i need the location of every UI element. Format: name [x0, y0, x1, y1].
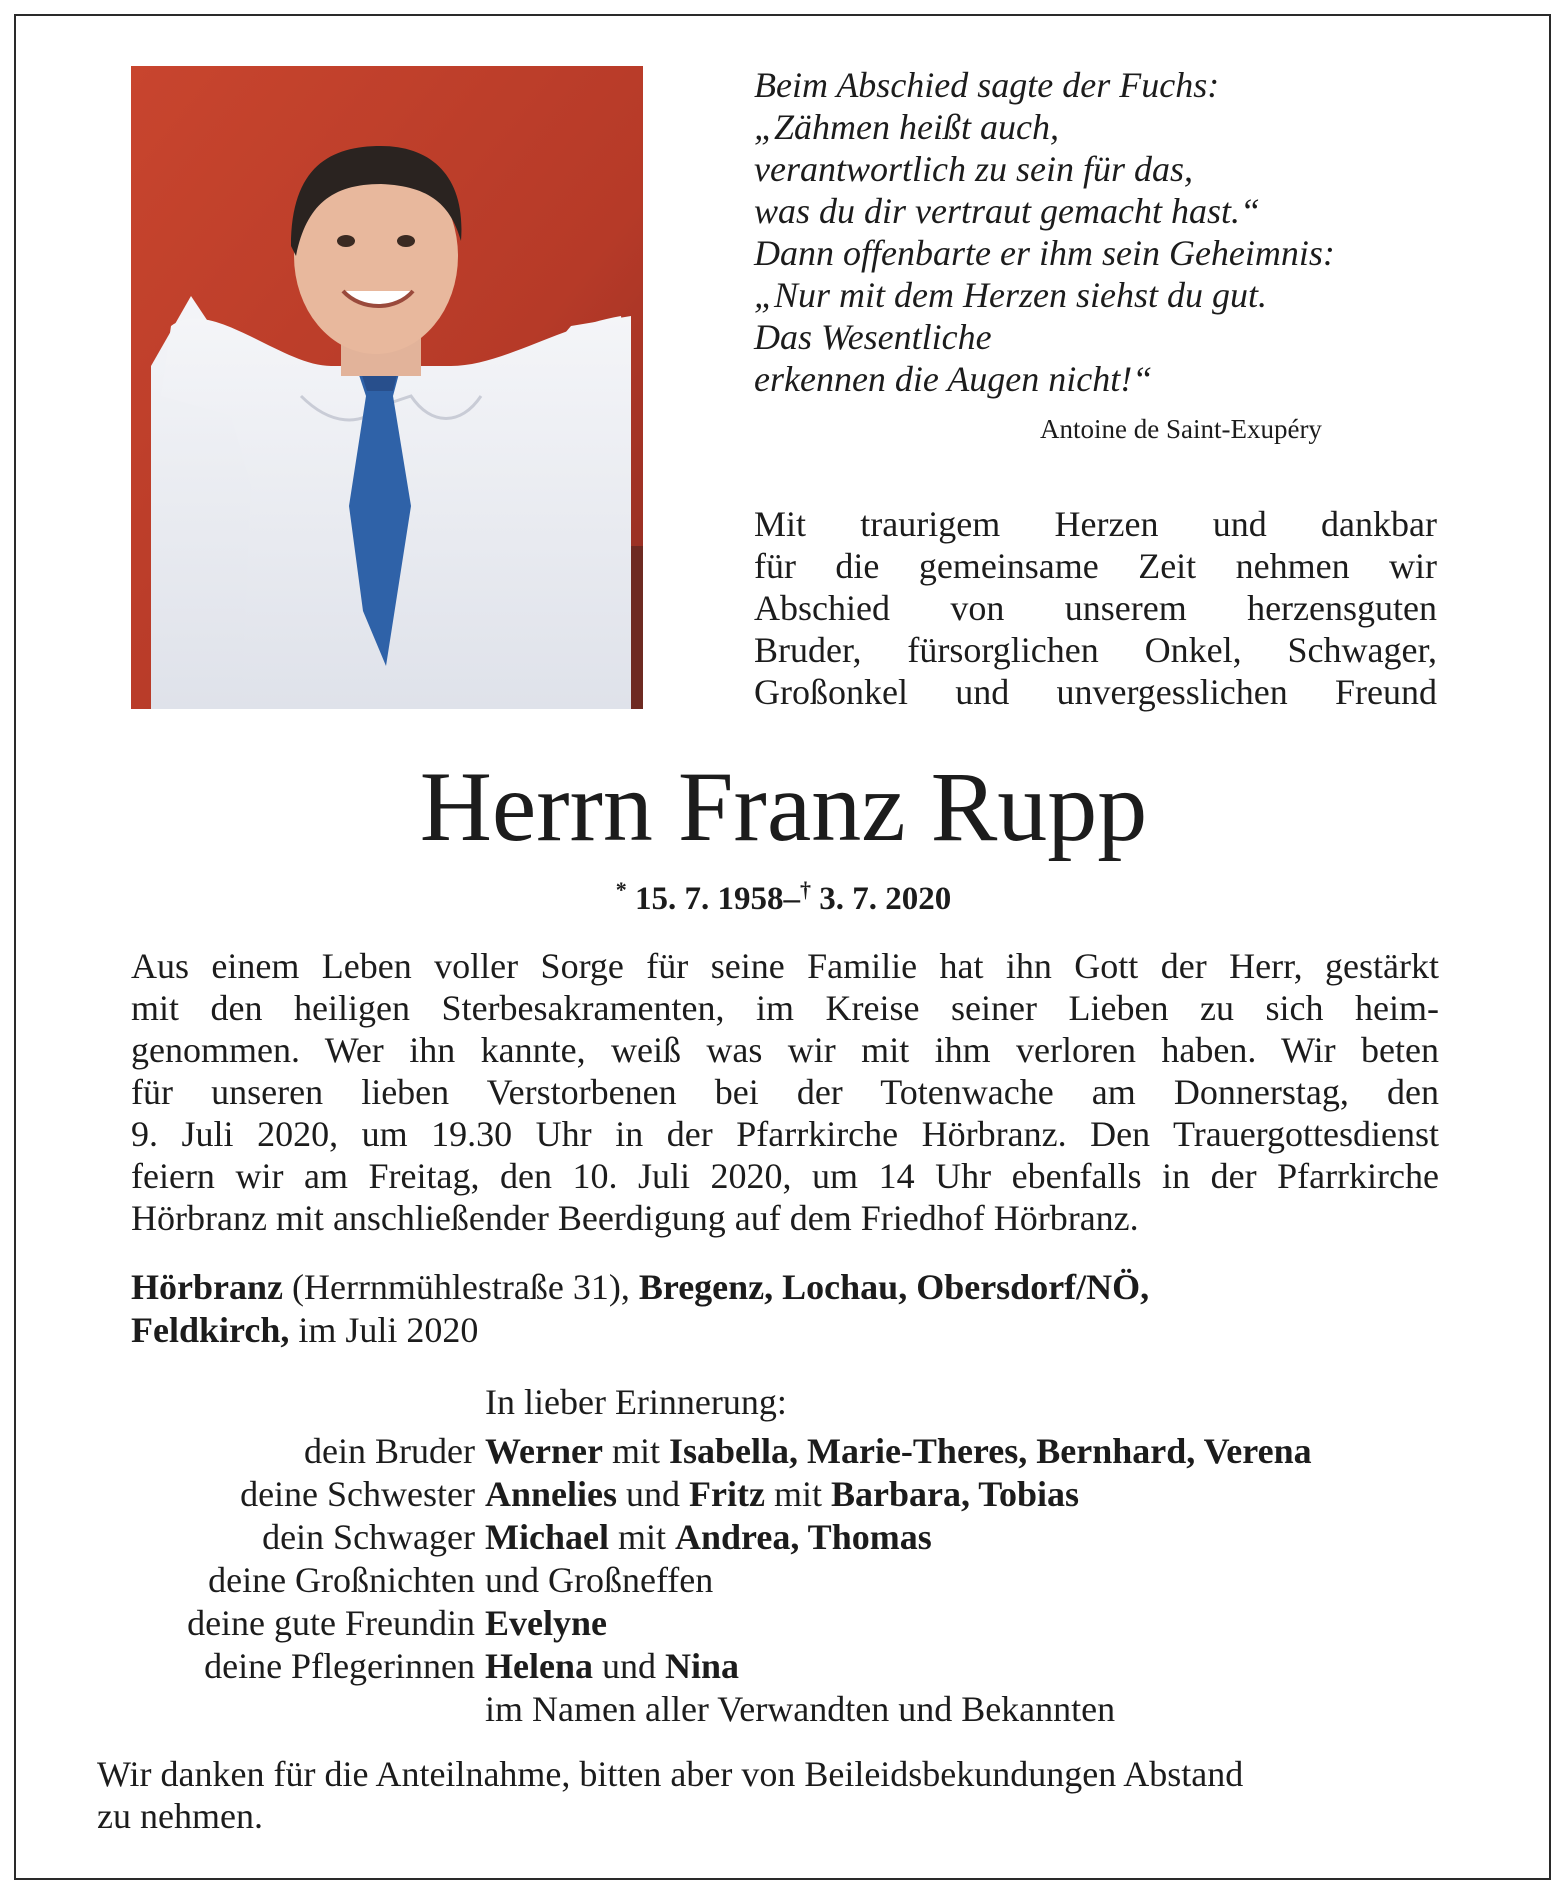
intro-line: Mit traurigem Herzen und dankbar [754, 504, 1437, 544]
quote-line: Das Wesentliche [754, 317, 992, 357]
body-line: genommen. Wer ihn kannte, weiß was wir mit ihm verloren haben. Wir beten [131, 1030, 1439, 1070]
death-symbol: † [800, 877, 811, 902]
announcement-text [131, 945, 1439, 1239]
mourner-relation: deine gute Freundin [187, 1603, 475, 1643]
mourner-row [0, 1602, 1567, 1645]
mourner-name: Helena [485, 1646, 593, 1686]
mourner-connector: im Namen aller Verwandten und Bekannten [485, 1689, 1116, 1729]
intro-line: Großonkel und unvergesslichen Freund [754, 672, 1437, 712]
mourner-name: Fritz [689, 1474, 765, 1514]
mourner-name: Barbara, Tobias [830, 1474, 1080, 1514]
intro-line: für die gemeinsame Zeit nehmen wir [754, 546, 1437, 586]
body-line: mit den heiligen Sterbesakramenten, im Kreise seiner Lieben zu sich heim- [131, 988, 1439, 1028]
mourner-connector: mit [608, 1517, 675, 1557]
memory-heading: In lieber Erinnerung: [485, 1382, 787, 1422]
mourner-relation: deine Schwester [240, 1474, 475, 1514]
quote-line: „Zähmen heißt auch, [754, 107, 1059, 147]
body-line: feiern wir am Freitag, den 10. Juli 2020, um 14 Uhr ebenfalls in der Pfarrkirche [131, 1156, 1439, 1196]
quote-line: „Nur mit dem Herzen siehst du gut. [754, 275, 1267, 315]
quote-line: Beim Abschied sagte der Fuchs: [754, 65, 1220, 105]
mourner-connector: und Großneffen [485, 1560, 714, 1600]
mourner-names [485, 1473, 1079, 1516]
mourner-connector: mit [602, 1431, 669, 1471]
mourner-name: Evelyne [485, 1603, 607, 1643]
mourner-name: Isabella, Marie-Theres, Bernhard, Verena [668, 1431, 1312, 1471]
mourner-names [485, 1645, 739, 1688]
place-towns: Bregenz, Lochau, Obersdorf/NÖ, [638, 1267, 1150, 1307]
portrait-photo [131, 66, 643, 709]
birth-symbol: * [615, 877, 627, 902]
mourner-row [0, 1516, 1567, 1559]
closing-line: zu nehmen. [97, 1796, 263, 1836]
mourner-row [0, 1645, 1567, 1688]
place-date: im Juli 2020 [289, 1310, 479, 1350]
body-line: für unseren lieben Verstorbenen bei der Totenwache am Donnerstag, den [131, 1072, 1439, 1112]
places-and-date [131, 1266, 1451, 1352]
mourner-name: Michael [485, 1517, 609, 1557]
mourner-relation: deine Pflegerinnen [204, 1646, 475, 1686]
mourner-names [485, 1430, 1312, 1473]
date-dash: – [783, 881, 800, 917]
quote-line: erkennen die Augen nicht!“ [754, 359, 1153, 399]
death-date: 3. 7. 2020 [819, 881, 952, 917]
closing-line: Wir danken für die Anteilnahme, bitten aber von Beileidsbekundungen Abstand [97, 1754, 1244, 1794]
intro-text [754, 503, 1437, 713]
mourner-row [0, 1473, 1567, 1516]
mourner-names [485, 1688, 1115, 1731]
body-line: 9. Juli 2020, um 19.30 Uhr in der Pfarrkirche Hörbranz. Den Trauergottesdienst [131, 1114, 1439, 1154]
birth-date: 15. 7. 1958 [635, 881, 784, 917]
mourner-row [0, 1430, 1567, 1473]
mourner-connector: und [592, 1646, 665, 1686]
intro-line: Abschied von unserem herzensguten [754, 588, 1437, 628]
mourners-list [0, 1430, 1567, 1731]
quote-author: Antoine de Saint-Exupéry [1040, 414, 1322, 444]
mourner-name: Werner [485, 1431, 603, 1471]
intro-line: Bruder, fürsorglichen Onkel, Schwager, [754, 630, 1437, 670]
mourner-row [0, 1688, 1567, 1731]
deceased-name: Herrn Franz Rupp [419, 751, 1148, 862]
body-line: Hörbranz mit anschließender Beerdigung auf dem Friedhof Hörbranz. [131, 1198, 1139, 1238]
mourner-relation: deine Großnichten [208, 1560, 475, 1600]
mourner-row [0, 1559, 1567, 1602]
quote-line: Dann offenbarte er ihm sein Geheimnis: [754, 233, 1335, 273]
mourner-relation: dein Bruder [304, 1431, 475, 1471]
place-town: Hörbranz [131, 1267, 283, 1307]
place-address: (Herrnmühlestraße 31), [282, 1267, 639, 1307]
life-dates [0, 877, 1567, 918]
quote-line: verantwortlich zu sein für das, [754, 149, 1193, 189]
mourner-names [485, 1559, 713, 1602]
mourner-relation: dein Schwager [262, 1517, 475, 1557]
closing-text [97, 1753, 1477, 1837]
quote-line: was du dir vertraut gemacht hast.“ [754, 191, 1261, 231]
mourner-name: Annelies [485, 1474, 618, 1514]
mourner-connector: und [617, 1474, 690, 1514]
mourner-connector: mit [764, 1474, 831, 1514]
body-line: Aus einem Leben voller Sorge für seine Familie hat ihn Gott der Herr, gestärkt [131, 946, 1439, 986]
mourner-names [485, 1602, 607, 1645]
mourner-names [485, 1516, 932, 1559]
quote-block [754, 64, 1454, 400]
mourner-name: Andrea, Thomas [674, 1517, 932, 1557]
mourner-name: Nina [664, 1646, 740, 1686]
place-towns: Feldkirch, [131, 1310, 290, 1350]
